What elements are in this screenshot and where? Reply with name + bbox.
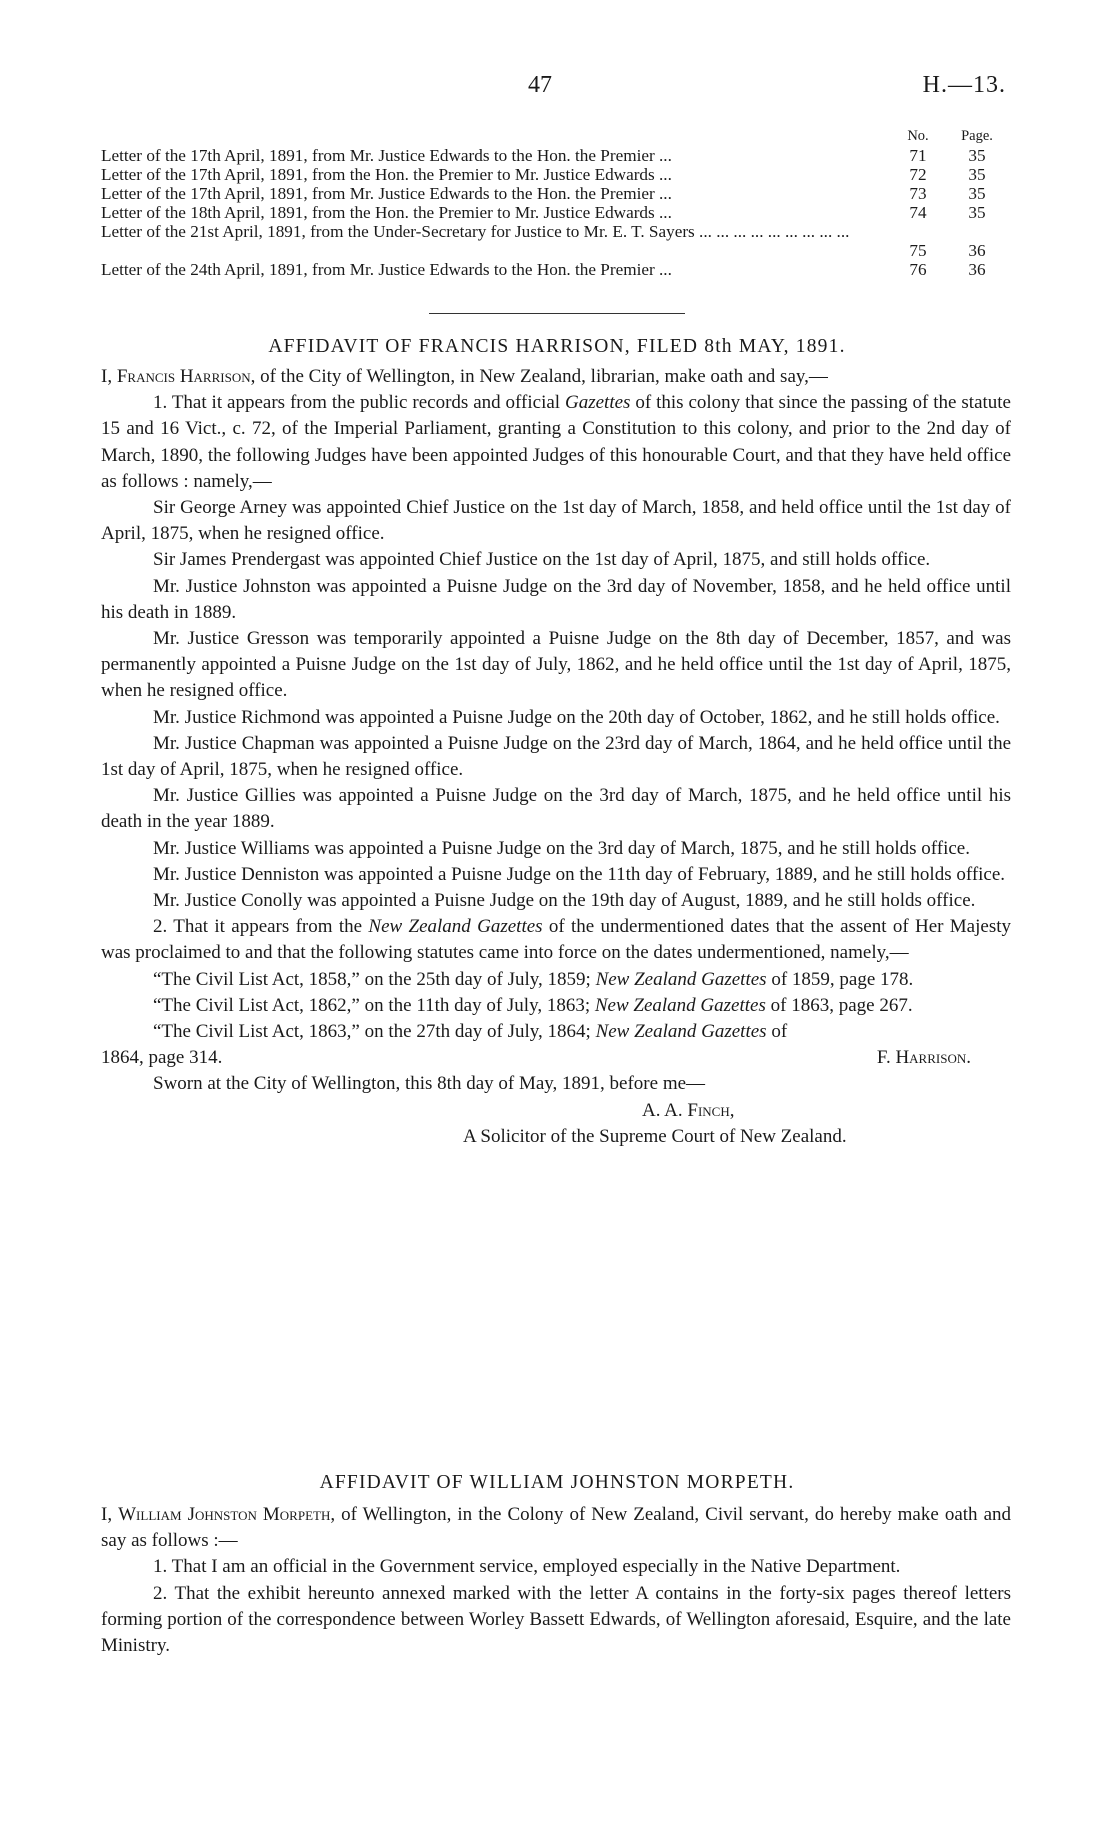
index-row-no: 75 (909, 241, 927, 260)
judge-entry: Sir James Prendergast was appointed Chief Justice on the 1st day of April, 1875, and still holds office. (153, 549, 931, 571)
index-row (101, 146, 1013, 165)
affidavit-intro (101, 364, 1011, 390)
intro-text: , of the City of Wellington, in New Zealand, librarian, make oath and say,— (250, 366, 828, 387)
affidavit-morpeth-body (101, 1502, 1011, 1659)
index-row-desc: Letter of the 21st April, 1891, from the Under-Secretary for Justice to Mr. E. T. Sayers ... ... ... ... ... ... ... ... ... (101, 222, 850, 241)
paragraph-2: 2. That the exhibit hereunto annexed marked with the letter A contains in the forty-six pages thereof letters forming portion of the correspondence between Worley Bassett Edwards, of Wellington aforesaid, Esquire, and the late Ministry. (101, 1582, 1011, 1657)
index-row-desc: Letter of the 24th April, 1891, from Mr. Justice Edwards to the Hon. the Premier ... (101, 260, 672, 279)
page-header (0, 72, 1114, 106)
statute-text: “The Civil List Act, 1858,” on the 25th day of July, 1859; (153, 968, 596, 990)
index-row (101, 260, 1013, 279)
affidavit-harrison-body (101, 364, 1011, 1150)
statute-entry (101, 967, 1011, 993)
judge-entry: Mr. Justice Denniston was appointed a Puisne Judge on the 11th day of February, 1889, and he still holds office. (153, 863, 1006, 885)
statute-tail: of (766, 1021, 788, 1043)
judge-entry: Mr. Justice Conolly was appointed a Puisne Judge on the 19th day of August, 1889, and he still holds office. (153, 890, 976, 912)
commissioner-name: A. A. Finch, (642, 1099, 735, 1121)
index-row (101, 184, 1013, 203)
statute-page-ref: 1864, page 314. (101, 1047, 223, 1069)
deponent-name: Francis Harrison (116, 366, 251, 387)
intro-pronoun: I, (101, 1504, 113, 1525)
index-row-no: 74 (909, 203, 927, 222)
paragraph-1-gazettes: Gazettes (565, 392, 631, 414)
affidavit-harrison-title: AFFIDAVIT OF FRANCIS HARRISON, FILED 8th MAY, 1891. (268, 336, 846, 357)
index-row-page: 35 (968, 165, 986, 184)
paragraph-1-text-b: of this colony that since the passing of the statute 15 and 16 Vict., c. 72, of the Imperial Parliament, granting a Constitution to this colony, and prior to the 2nd day of March, 1890, the following Judges have been appointed Judges of this honourable Court, and that they have held office as follows : namely,— (101, 392, 1011, 492)
intro-pronoun: I, (101, 366, 113, 387)
index-row-page: 36 (968, 260, 986, 279)
statute-gazette: New Zealand Gazettes (595, 1021, 767, 1043)
index-row (101, 203, 1013, 222)
intro-text: , of Wellington, in the Colony of New Zealand, Civil servant, do hereby make oath and say as follows :— (101, 1504, 1011, 1552)
statute-text: “The Civil List Act, 1862,” on the 11th day of July, 1863; (153, 994, 595, 1016)
paragraph-1-text-a: 1. That it appears from the public records and official (153, 392, 565, 414)
deponent-signature: F. Harrison. (876, 1047, 971, 1069)
paragraph-2-text-b: of the undermentioned dates that the assent of Her Majesty was proclaimed to and that the following statutes came into force on the dates undermentioned, namely,— (101, 916, 1011, 964)
paragraph-1 (101, 390, 1011, 495)
judge-entry: Mr. Justice Gillies was appointed a Puisne Judge on the 3rd day of March, 1875, and he held office until his death in the year 1889. (101, 785, 1011, 833)
index-row-no: 73 (909, 184, 927, 203)
index-row-page: 36 (968, 241, 986, 260)
index-col-page: Page. (961, 128, 993, 144)
index-col-no: No. (907, 128, 929, 144)
index-row-no: 76 (909, 260, 927, 279)
commissioner-title: A Solicitor of the Supreme Court of New Zealand. (463, 1125, 847, 1147)
affidavit-intro (101, 1502, 1011, 1554)
index-header-row (101, 127, 1013, 146)
signature-line (101, 1045, 1011, 1071)
index-row-desc: Letter of the 17th April, 1891, from Mr. Justice Edwards to the Hon. the Premier ... (101, 146, 672, 165)
paragraph-2 (101, 914, 1011, 966)
index-row (101, 222, 1013, 260)
statute-entry (101, 993, 1011, 1019)
index-row-page: 35 (968, 146, 986, 165)
statute-gazette: New Zealand Gazettes (595, 968, 767, 990)
index-row-desc: Letter of the 17th April, 1891, from Mr. Justice Edwards to the Hon. the Premier ... (101, 184, 672, 203)
judge-entry: Mr. Justice Johnston was appointed a Puisne Judge on the 3rd day of November, 1858, and he held office until his death in 1889. (101, 575, 1011, 623)
index-row (101, 165, 1013, 184)
paragraph-2-gazettes: New Zealand Gazettes (368, 916, 543, 938)
paragraph-2-text-a: 2. That it appears from the (153, 916, 369, 938)
statute-text: “The Civil List Act, 1863,” on the 27th day of July, 1864; (153, 1021, 596, 1043)
statute-tail: of 1863, page 267. (765, 994, 913, 1016)
judge-entry: Mr. Justice Chapman was appointed a Puisne Judge on the 23rd day of March, 1864, and he held office until the 1st day of April, 1875, when he resigned office. (101, 732, 1011, 781)
judge-entry: Sir George Arney was appointed Chief Justice on the 1st day of March, 1858, and held office until the 1st day of April, 1875, when he resigned office. (101, 497, 1011, 545)
statute-entry (101, 1019, 1011, 1045)
index-row-page: 35 (968, 203, 986, 222)
judge-entry: Mr. Justice Gresson was temporarily appointed a Puisne Judge on the 8th day of December, 1857, and was permanently appointed a Puisne Judge on the 1st day of July, 1862, and he held office until the 1st day of April, 1875, when he resigned office. (101, 628, 1011, 702)
paragraph-1: 1. That I am an official in the Government service, employed especially in the Native Department. (153, 1556, 901, 1578)
index-row-no: 72 (909, 165, 927, 184)
page-reference: H.—13. (922, 72, 1006, 98)
page-number: 47 (528, 72, 552, 98)
index-row-page: 35 (968, 184, 986, 203)
index-row-no: 71 (909, 146, 927, 165)
statute-gazette: New Zealand Gazettes (594, 994, 766, 1016)
judge-entry: Mr. Justice Williams was appointed a Puisne Judge on the 3rd day of March, 1875, and he still holds office. (153, 837, 970, 859)
affidavit-morpeth-title: AFFIDAVIT OF WILLIAM JOHNSTON MORPETH. (319, 1472, 795, 1493)
index-row-desc: Letter of the 18th April, 1891, from the Hon. the Premier to Mr. Justice Edwards ... (101, 203, 672, 222)
jurat: Sworn at the City of Wellington, this 8th day of May, 1891, before me— (153, 1073, 706, 1095)
statute-tail: of 1859, page 178. (766, 968, 914, 990)
judge-entry: Mr. Justice Richmond was appointed a Puisne Judge on the 20th day of October, 1862, and he still holds office. (153, 706, 1000, 728)
deponent-name: William Johnston Morpeth (118, 1504, 331, 1525)
index-row-desc: Letter of the 17th April, 1891, from the Hon. the Premier to Mr. Justice Edwards ... (101, 165, 672, 184)
section-divider (429, 313, 685, 314)
letters-index (101, 127, 1013, 279)
